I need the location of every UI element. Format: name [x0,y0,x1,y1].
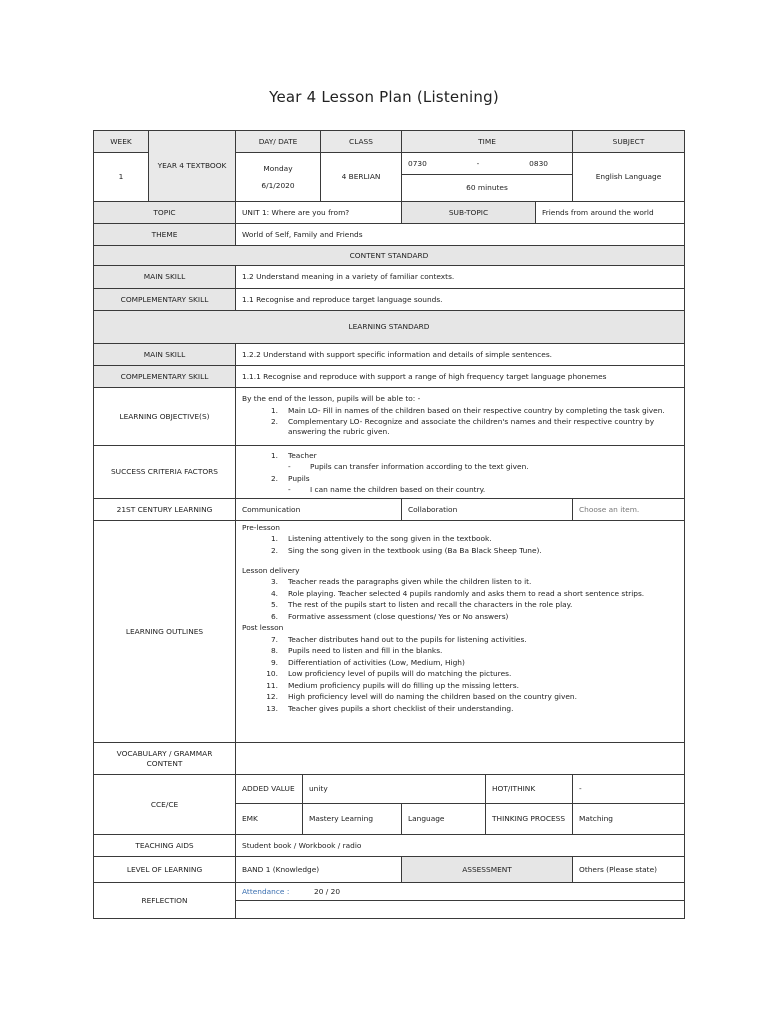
objectives-intro: By the end of the lesson, pupils will be able to: - [242,394,421,404]
subject-label: SUBJECT [573,131,685,153]
content-complementary-value: 1.1 Recognise and reproduce target language sounds. [236,289,685,311]
outline-step: 6. Formative assessment (close questions/ Yes or No answers) [270,611,509,621]
outline-step: 4. Role playing. Teacher selected 4 pupils randomly and asks them to read a short sentence strips. [270,588,645,598]
attendance-value: 20 / 20 [314,886,341,896]
time-duration: 60 minutes [402,175,573,202]
pre-lesson-list [242,534,678,555]
added-value-value: unity [303,775,486,804]
post-lesson-list [242,635,678,714]
time-start: 0730 [408,158,427,168]
emk-value-2: Language [402,804,486,835]
learning-main-skill-label: MAIN SKILL [94,344,236,366]
day-date-label: DAY/ DATE [236,131,321,153]
vocab-value [236,743,685,775]
content-complementary-label: COMPLEMENTARY SKILL [94,289,236,311]
outline-step: 8. Pupils need to listen and fill in the blanks. [270,646,443,656]
learning-complementary-value: 1.1.1 Recognise and reproduce with support a range of high frequency target language phonemes [236,366,685,388]
level-value: BAND 1 (Knowledge) [236,857,402,883]
class-label: CLASS [321,131,402,153]
hot-label: HOT/ITHINK [486,775,573,804]
date-value: 6/1/2020 [261,180,295,190]
outline-step: 1. Listening attentively to the song given in the textbook. [270,534,492,544]
subtopic-label: SUB-TOPIC [402,202,536,224]
success-sub-item: - Pupils can transfer information according to the text given. [288,462,529,472]
day-date-value [236,153,321,202]
emk-label: EMK [236,804,303,835]
vocab-label: VOCABULARY / GRAMMAR CONTENT [94,743,236,775]
outlines-label: LEARNING OUTLINES [94,521,236,743]
outline-step: 3. Teacher reads the paragraphs given while the children listen to it. [270,577,532,587]
outline-step: 2. Sing the song given in the textbook using (Ba Ba Black Sheep Tune). [270,545,542,555]
reflection-label: REFLECTION [94,883,236,919]
thinking-process-label: THINKING PROCESS [486,804,573,835]
assessment-value: Others (Please state) [573,857,685,883]
time-end: 0830 [529,158,548,168]
success-sub-item: - I can name the children based on their country. [288,484,486,494]
teaching-aids-value: Student book / Workbook / radio [236,835,685,857]
century-choose-item[interactable]: Choose an item. [573,499,685,521]
topic-label: TOPIC [94,202,236,224]
lesson-delivery-list [242,577,678,621]
lesson-plan-table [93,130,685,919]
content-main-skill-label: MAIN SKILL [94,266,236,289]
objectives-list [242,406,678,437]
pre-lesson-label: Pre-lesson [242,523,280,532]
reflection-notes [236,901,685,919]
outline-step: 12. High proficiency level will do naming the children based on the country given. [266,692,577,702]
success-list [242,451,678,495]
page-title: Year 4 Lesson Plan (Listening) [269,88,499,106]
topic-value: UNIT 1: Where are you from? [236,202,402,224]
content-standard-heading: CONTENT STANDARD [94,246,685,266]
outline-step: 7. Teacher distributes hand out to the pupils for listening activities. [270,634,527,644]
outline-step: 9. Differentiation of activities (Low, Medium, High) [270,657,465,667]
objectives-content [236,388,685,446]
subtopic-value: Friends from around the world [536,202,685,224]
hot-value: - [573,775,685,804]
objectives-label: LEARNING OBJECTIVE(S) [94,388,236,446]
week-value: 1 [94,153,149,202]
success-label: SUCCESS CRITERIA FACTORS [94,446,236,499]
cce-label: CCE/CE [94,775,236,835]
time-range [402,153,573,175]
attendance-label: Attendance : [242,886,290,896]
week-label: WEEK [94,131,149,153]
learning-complementary-label: COMPLEMENTARY SKILL [94,366,236,388]
time-separator: - [476,158,480,168]
attendance-cell [236,883,685,901]
outline-step: 5. The rest of the pupils start to listen and recall the characters in the role play. [270,600,573,610]
theme-label: THEME [94,224,236,246]
learning-main-skill-value: 1.2.2 Understand with support specific information and details of simple sentences. [236,344,685,366]
success-item: 1. Teacher [270,450,317,460]
success-content [236,446,685,499]
textbook-label: YEAR 4 TEXTBOOK [149,131,236,202]
subject-value: English Language [573,153,685,202]
century-communication: Communication [236,499,402,521]
emk-value: Mastery Learning [303,804,402,835]
outline-step: 13. Teacher gives pupils a short checklist of their understanding. [266,703,514,713]
learning-standard-heading: LEARNING STANDARD [94,311,685,344]
outline-step: 11. Medium proficiency pupils will do filling up the missing letters. [266,680,519,690]
objective-item: 2. Complementary LO- Recognize and associate the children's names and their respective country by answering the rubric given. [270,417,655,437]
day-value: Monday [263,163,293,173]
class-value: 4 BERLIAN [321,153,402,202]
content-main-skill-value: 1.2 Understand meaning in a variety of familiar contexts. [236,266,685,289]
success-item: 2. Pupils [270,473,310,483]
assessment-label: ASSESSMENT [402,857,573,883]
time-label: TIME [402,131,573,153]
added-value-label: ADDED VALUE [236,775,303,804]
century-label: 21ST CENTURY LEARNING [94,499,236,521]
century-collaboration: Collaboration [402,499,573,521]
level-label: LEVEL OF LEARNING [94,857,236,883]
outline-step: 10. Low proficiency level of pupils will do matching the pictures. [266,669,512,679]
outlines-content [236,521,685,743]
objective-item: 1. Main LO- Fill in names of the children based on their respective country by completing the task given. [270,405,665,415]
teaching-aids-label: TEACHING AIDS [94,835,236,857]
post-lesson-label: Post lesson [242,623,284,633]
thinking-process-value: Matching [573,804,685,835]
lesson-delivery-label: Lesson delivery [242,565,300,575]
theme-value: World of Self, Family and Friends [236,224,685,246]
